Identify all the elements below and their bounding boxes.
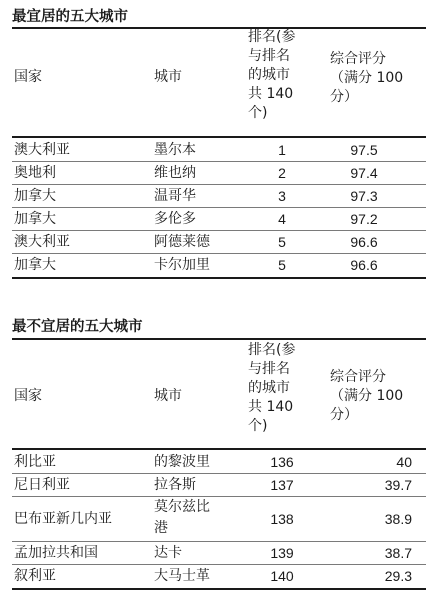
cell-city: 达卡 bbox=[154, 545, 182, 561]
cell-rank: 140 bbox=[270, 568, 294, 584]
cell-city: 温哥华 bbox=[154, 188, 196, 204]
cell-score: 97.4 bbox=[350, 165, 378, 181]
cell-rank: 1 bbox=[278, 142, 286, 158]
col-header-rank-line: 排名(参 bbox=[248, 29, 296, 45]
cell-city: 拉各斯 bbox=[154, 477, 196, 493]
cell-city: 大马士革 bbox=[154, 568, 210, 584]
cell-country: 澳大利亚 bbox=[14, 142, 70, 158]
cell-rank: 136 bbox=[270, 454, 294, 470]
cell-score: 97.5 bbox=[350, 142, 378, 158]
row-divider bbox=[12, 496, 426, 497]
col-header-rank bbox=[248, 28, 295, 123]
cell-score: 39.7 bbox=[384, 477, 412, 493]
cell-rank: 5 bbox=[278, 257, 286, 273]
col-header-score-line: 综合评分 bbox=[330, 51, 386, 67]
least-livable-section bbox=[12, 312, 426, 600]
col-header-score-line: 分） bbox=[330, 407, 358, 423]
cell-rank: 2 bbox=[278, 165, 286, 181]
col-header-city: 城市 bbox=[154, 69, 182, 85]
cell-score: 29.3 bbox=[384, 568, 412, 584]
cell-country: 澳大利亚 bbox=[14, 234, 70, 250]
section-title: 最不宜居的五大城市 bbox=[12, 319, 143, 335]
header-bottom-rule bbox=[12, 136, 426, 138]
cell-city: 的黎波里 bbox=[154, 454, 210, 470]
table-bottom-rule bbox=[12, 277, 426, 279]
cell-country: 加拿大 bbox=[14, 257, 56, 273]
cell-city: 墨尔本 bbox=[154, 142, 196, 158]
cell-score: 97.3 bbox=[350, 188, 378, 204]
col-header-country: 国家 bbox=[14, 388, 42, 404]
col-header-rank-line: 与排名 bbox=[248, 361, 290, 377]
header-top-rule bbox=[12, 27, 426, 29]
cell-city: 阿德莱德 bbox=[154, 234, 210, 250]
cell-country: 加拿大 bbox=[14, 211, 56, 227]
col-header-rank-line: 个) bbox=[248, 105, 268, 121]
col-header-rank-line: 共 140 bbox=[248, 399, 294, 415]
header-bottom-rule bbox=[12, 448, 426, 450]
cell-country: 巴布亚新几内亚 bbox=[14, 511, 112, 527]
col-header-rank-line: 的城市 bbox=[248, 67, 290, 83]
cell-city: 卡尔加里 bbox=[154, 257, 210, 273]
section-title: 最宜居的五大城市 bbox=[12, 9, 128, 25]
cell-score: 97.2 bbox=[350, 211, 378, 227]
most-livable-section bbox=[12, 0, 426, 290]
cell-city-line: 莫尔兹比 bbox=[154, 499, 210, 515]
cell-country: 叙利亚 bbox=[14, 568, 56, 584]
col-header-rank-line: 个) bbox=[248, 418, 268, 434]
col-header-score-line: 综合评分 bbox=[330, 369, 386, 385]
col-header-rank-line: 共 140 bbox=[248, 86, 294, 102]
cell-city: 维也纳 bbox=[154, 165, 196, 181]
col-header-city: 城市 bbox=[154, 388, 182, 404]
cell-score: 40 bbox=[396, 454, 412, 470]
cell-country: 尼日利亚 bbox=[14, 477, 70, 493]
col-header-rank-line: 的城市 bbox=[248, 380, 290, 396]
col-header-rank-line: 与排名 bbox=[248, 48, 290, 64]
col-header-score-line: （满分 100 bbox=[330, 388, 404, 404]
cell-rank: 3 bbox=[278, 188, 286, 204]
table-bottom-rule bbox=[12, 588, 426, 590]
col-header-country: 国家 bbox=[14, 69, 42, 85]
cell-city: 多伦多 bbox=[154, 211, 196, 227]
cell-rank: 139 bbox=[270, 545, 294, 561]
cell-country: 利比亚 bbox=[14, 454, 56, 470]
cell-rank: 138 bbox=[270, 511, 294, 527]
cell-city bbox=[154, 497, 210, 539]
cell-rank: 137 bbox=[270, 477, 294, 493]
col-header-score-line: 分） bbox=[330, 89, 358, 105]
cell-rank: 5 bbox=[278, 234, 286, 250]
cell-country: 加拿大 bbox=[14, 188, 56, 204]
cell-score: 38.9 bbox=[384, 511, 412, 527]
col-header-score bbox=[330, 50, 403, 107]
col-header-score bbox=[330, 368, 403, 425]
cell-country: 孟加拉共和国 bbox=[14, 545, 98, 561]
cell-country: 奥地利 bbox=[14, 165, 56, 181]
header-top-rule bbox=[12, 338, 426, 340]
cell-rank: 4 bbox=[278, 211, 286, 227]
cell-score: 38.7 bbox=[384, 545, 412, 561]
col-header-rank-line: 排名(参 bbox=[248, 342, 296, 358]
cell-score: 96.6 bbox=[350, 234, 378, 250]
col-header-score-line: （满分 100 bbox=[330, 70, 404, 86]
cell-score: 96.6 bbox=[350, 257, 378, 273]
col-header-rank bbox=[248, 341, 295, 436]
cell-city-line: 港 bbox=[154, 520, 168, 536]
